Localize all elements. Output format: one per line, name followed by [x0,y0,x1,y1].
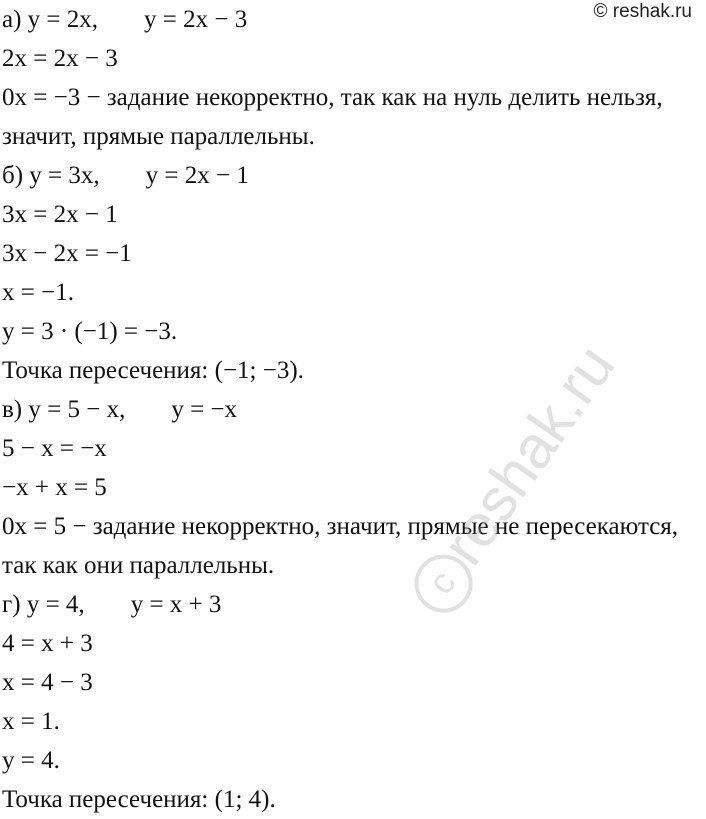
solution-text [2,0,702,819]
equation-2: y = x + 3 [130,591,222,618]
text-line: 0x = −3 − задание некорректно, так как на нуль делить нельзя, [2,84,663,111]
line-g-equations [2,585,702,624]
text-line: x = −1. [2,279,74,306]
text-line: x = 4 − 3 [2,669,93,696]
text-line: 5 − x = −x [2,435,107,462]
text-line: 3x = 2x − 1 [2,201,118,228]
text-line: 3x − 2x = −1 [2,240,132,267]
equation-2: y = 2x − 1 [145,162,249,189]
text-line: 0x = 5 − задание некорректно, значит, прямые не пересекаются, [2,513,679,540]
line-v-equations [2,390,702,429]
equation-2: y = 2x − 3 [144,6,248,33]
text-line: −x + x = 5 [2,474,107,501]
equation-1: б) y = 3x, [2,162,100,189]
intersection-point-g: Точка пересечения: (1; 4). [2,786,276,813]
watermark-text: reshak.ru [429,333,628,577]
copyright-symbol-icon: c [403,543,484,624]
equation-1: в) y = 5 − x, [2,396,126,423]
equation-1: г) y = 4, [2,591,85,618]
copyright-label: © reshak.ru [593,1,692,22]
text-line: так как они параллельны. [2,552,275,579]
text-line: y = 4. [2,747,60,774]
equation-1: а) y = 2x, [2,6,99,33]
text-line: y = 3 · (−1) = −3. [2,318,178,345]
equation-2: y = −x [171,396,238,423]
text-line: 4 = x + 3 [2,630,93,657]
text-line: значит, прямые параллельны. [2,123,315,150]
text-line: 2x = 2x − 3 [2,45,118,72]
line-a-equations [2,0,702,39]
intersection-point-b: Точка пересечения: (−1; −3). [2,357,304,384]
line-b-equations [2,156,702,195]
text-line: x = 1. [2,708,60,735]
